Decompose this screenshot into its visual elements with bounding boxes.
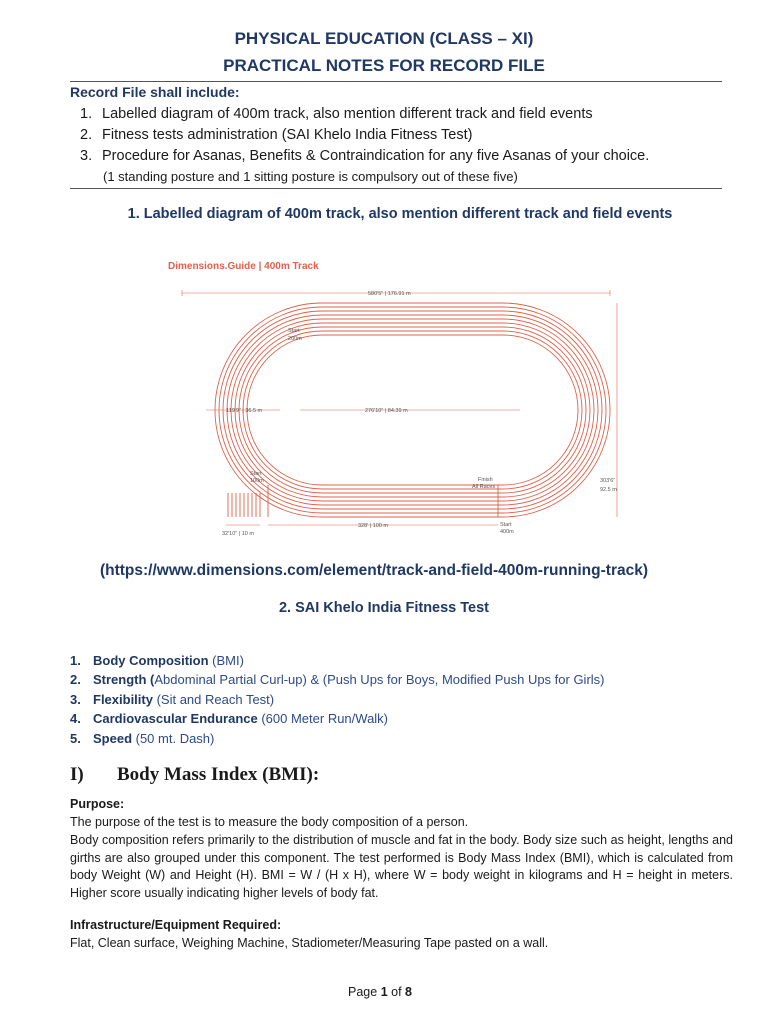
divider-bottom — [70, 188, 722, 189]
source-url: (https://www.dimensions.com/element/track-and-field-400m-running-track) — [99, 562, 649, 579]
list-item: 1. Body Composition (BMI) — [70, 653, 244, 668]
start400-label-b: 400m — [500, 529, 514, 535]
list-item: 2. Strength (Abdominal Partial Curl-up) & (Push Ups for Boys, Modified Push Ups for Girls) — [70, 672, 605, 688]
finish-label-b: All Races — [472, 484, 496, 490]
section2-heading: 2. SAI Khelo India Fitness Test — [278, 600, 490, 616]
purpose-paragraph: Body composition refers primarily to the distribution of muscle and fat in the body. Body size such as height, lengths and girths are also grouped under this component. The test performed is Body Mass Index (BMI), which is calculated from body Weight (W) and Height (H). BMI = W / (H x H), where W = body weight in kilograms and H = height in meters. Higher score usually indicating higher levels of body fat. — [70, 833, 733, 900]
straight-label: 276'10" | 84.39 m — [365, 408, 408, 414]
start100-label-b: 100m — [250, 478, 264, 484]
record-file-note: (1 standing posture and 1 sitting posture is compulsory out of these five) — [103, 169, 518, 184]
section1-heading: 1. Labelled diagram of 400m track, also mention different track and field events — [127, 206, 673, 222]
list-item: 3. Flexibility (Sit and Reach Test) — [70, 691, 275, 707]
diagram-title: Dimensions.Guide | 400m Track — [168, 261, 319, 272]
width-m-label: 92.5 m — [600, 487, 617, 493]
list-item: 3. Procedure for Asanas, Benefits & Contraindication for any five Asanas of your choice. — [80, 148, 650, 164]
start200-label-a: Start — [288, 328, 300, 334]
list-item: 4. Cardiovascular Endurance (600 Meter Run/Walk) — [70, 711, 389, 727]
list-item: 1. Labelled diagram of 400m track, also mention different track and field events — [80, 106, 593, 122]
record-file-list — [80, 104, 649, 167]
infrastructure-label: Infrastructure/Equipment Required: — [70, 918, 282, 932]
bmi-heading — [70, 764, 319, 786]
page-word: Page — [348, 985, 378, 999]
finish-label-a: Finish — [478, 477, 493, 483]
infrastructure-text: Flat, Clean surface, Weighing Machine, Stadiometer/Measuring Tape pasted on a wall. — [70, 936, 549, 950]
width-label: 303'6" — [600, 478, 616, 484]
list-item: 5. Speed (50 mt. Dash) — [70, 730, 215, 746]
of-word: of — [391, 985, 402, 999]
length-label: 580'5" | 176.91 m — [368, 291, 411, 297]
record-file-heading: Record File shall include: — [70, 84, 240, 100]
page-total: 8 — [405, 985, 412, 999]
start400-label-a: Start — [500, 522, 512, 528]
bmi-heading-text: Body Mass Index (BMI): — [117, 764, 320, 785]
page-footer — [0, 985, 760, 999]
start-zone-label: 32'10" | 10 m — [222, 531, 254, 537]
document-subtitle: PRACTICAL NOTES FOR RECORD FILE — [223, 56, 545, 75]
bottom-straight-label: 328' | 100 m — [358, 523, 388, 529]
track-diagram — [160, 250, 630, 545]
start100-label-a: Start — [250, 471, 262, 477]
purpose-line: The purpose of the test is to measure the body composition of a person. — [70, 815, 469, 829]
list-item: 2. Fitness tests administration (SAI Khelo India Fitness Test) — [80, 127, 473, 143]
divider-top — [70, 81, 722, 82]
document-title: PHYSICAL EDUCATION (CLASS – XI) — [234, 29, 534, 48]
purpose-label: Purpose: — [70, 797, 125, 811]
start200-label-b: 200m — [288, 336, 302, 342]
page-number: 1 — [380, 985, 388, 999]
radius-label: 119'9" | 36.5 m — [226, 408, 263, 414]
bmi-roman-numeral: I) — [70, 764, 84, 785]
fitness-test-list — [70, 651, 605, 748]
